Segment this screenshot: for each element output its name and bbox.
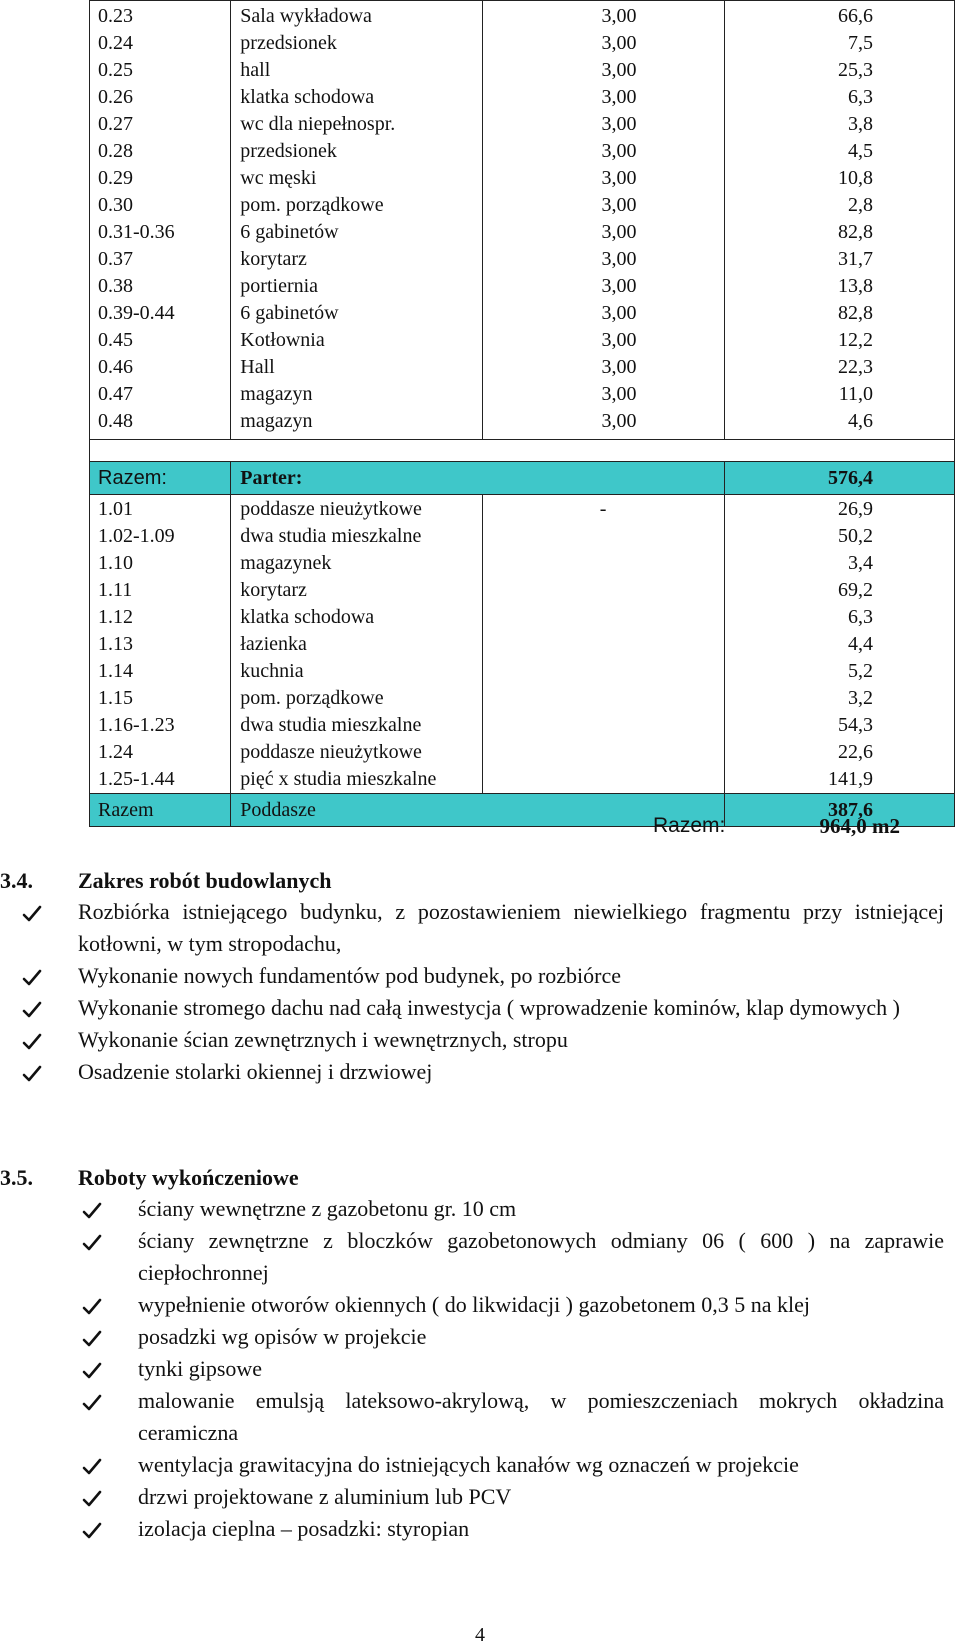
- room-id: 0.39-0.44: [98, 302, 175, 324]
- room-id: 0.25: [98, 59, 133, 81]
- room-id: 1.10: [98, 552, 133, 574]
- checkmark-icon: [22, 1029, 42, 1049]
- room-name: korytarz: [240, 579, 307, 601]
- list-item: [78, 896, 944, 960]
- room-area: 54,3: [838, 714, 873, 736]
- checkmark-icon: [82, 1518, 102, 1538]
- room-area: 82,8: [838, 221, 873, 243]
- room-id-column: [90, 495, 231, 794]
- list-item-text: posadzki wg opisów w projekcie: [138, 1324, 427, 1349]
- room-height: [483, 712, 724, 739]
- room-id: 0.37: [98, 248, 133, 270]
- section-title: Roboty wykończeniowe: [78, 1165, 299, 1190]
- room-name: pięć x studia mieszkalne: [240, 768, 437, 790]
- room-area-column: [724, 1, 954, 440]
- room-height: 3,00: [601, 32, 637, 54]
- list-item-text: drzwi projektowane z aluminium lub PCV: [138, 1484, 512, 1509]
- room-height: [483, 577, 724, 604]
- room-area-column: [724, 495, 954, 794]
- checkmark-icon: [22, 997, 42, 1017]
- list-item: [138, 1449, 944, 1481]
- room-area: 25,3: [838, 59, 873, 81]
- room-area: 26,9: [838, 498, 873, 520]
- room-height: 3,00: [601, 5, 637, 27]
- room-name: łazienka: [240, 633, 307, 655]
- summary-value: 576,4: [724, 462, 954, 495]
- room-height: [483, 604, 724, 631]
- room-id: 1.11: [98, 579, 133, 601]
- room-id: 0.24: [98, 32, 133, 54]
- room-height: [483, 523, 724, 550]
- checkmark-icon: [82, 1358, 102, 1378]
- room-area: 5,2: [848, 660, 873, 682]
- room-height: 3,00: [601, 410, 637, 432]
- room-name-column: [231, 1, 482, 440]
- room-id: 0.45: [98, 329, 133, 351]
- room-area: 4,6: [848, 410, 873, 432]
- room-name: dwa studia mieszkalne: [240, 525, 422, 547]
- room-height: [483, 631, 724, 658]
- room-name: magazyn: [240, 383, 313, 405]
- room-height: 3,00: [601, 302, 637, 324]
- room-id: 0.30: [98, 194, 133, 216]
- parter-summary-row: [90, 462, 955, 495]
- room-height-column: [482, 495, 724, 794]
- list-item: [78, 992, 944, 1024]
- room-height: 3,00: [601, 140, 637, 162]
- room-height: 3,00: [601, 356, 637, 378]
- checkmark-icon: [82, 1198, 102, 1218]
- room-name: klatka schodowa: [240, 86, 375, 108]
- room-name: wc dla niepełnospr.: [240, 113, 396, 135]
- room-height: 3,00: [601, 113, 637, 135]
- room-id: 0.47: [98, 383, 133, 405]
- scope-list: [78, 896, 944, 1088]
- room-name: przedsionek: [240, 32, 337, 54]
- room-area: 31,7: [838, 248, 873, 270]
- room-name-column: [231, 495, 482, 794]
- room-name: wc męski: [240, 167, 317, 189]
- list-item-text: Osadzenie stolarki okiennej i drzwiowej: [78, 1059, 433, 1084]
- checkmark-icon: [82, 1454, 102, 1474]
- room-name: klatka schodowa: [240, 606, 375, 628]
- room-area: 3,2: [848, 687, 873, 709]
- checkmark-icon: [22, 1061, 42, 1081]
- page-number: 4: [475, 1624, 485, 1646]
- room-area: 82,8: [838, 302, 873, 324]
- room-height-column: [482, 1, 724, 440]
- list-item: [138, 1481, 944, 1513]
- room-height: 3,00: [601, 275, 637, 297]
- room-name: 6 gabinetów: [240, 221, 339, 243]
- room-id: 0.46: [98, 356, 133, 378]
- room-id: 0.31-0.36: [98, 221, 175, 243]
- room-id: 1.24: [98, 741, 133, 763]
- summary-title: Parter:: [231, 462, 724, 495]
- list-item-text: Rozbiórka istniejącego budynku, z pozostawieniem niewielkiego fragmentu przy istniejącej kotłowni, w tym stropodachu,: [78, 899, 944, 956]
- list-item-text: wypełnienie otworów okiennych ( do likwidacji ) gazobetonem 0,3 5 na klej: [138, 1292, 811, 1317]
- room-id: 0.23: [98, 5, 133, 27]
- parter-rows: [90, 1, 955, 440]
- room-id: 0.27: [98, 113, 133, 135]
- list-item: [138, 1513, 944, 1545]
- room-id: 0.29: [98, 167, 133, 189]
- checkmark-icon: [82, 1326, 102, 1346]
- grand-total-label: Razem:: [653, 814, 726, 837]
- room-id: 1.25-1.44: [98, 768, 175, 790]
- room-name: Kotłownia: [240, 329, 325, 351]
- room-height: [483, 766, 724, 793]
- room-height: 3,00: [601, 194, 637, 216]
- room-id: 1.15: [98, 687, 133, 709]
- spacer-row: [90, 440, 955, 462]
- section-title: Zakres robót budowlanych: [78, 868, 332, 893]
- summary-label: Razem: [90, 794, 231, 827]
- room-area: 6,3: [848, 606, 873, 628]
- room-area: 22,6: [838, 741, 873, 763]
- room-id: 1.12: [98, 606, 133, 628]
- room-height: [483, 658, 724, 685]
- checkmark-icon: [82, 1230, 102, 1250]
- room-id: 0.28: [98, 140, 133, 162]
- room-area: 4,5: [848, 140, 873, 162]
- room-id: 1.01: [98, 498, 133, 520]
- room-height: 3,00: [601, 59, 637, 81]
- section-number: 3.5.: [0, 1165, 33, 1190]
- list-item-text: Wykonanie nowych fundamentów pod budynek, po rozbiórce: [78, 963, 622, 988]
- room-name: kuchnia: [240, 660, 304, 682]
- list-item-text: ściany zewnętrzne z bloczków gazobetonowych odmiany 06 ( 600 ) na zaprawie ciepłochronnej: [138, 1228, 944, 1285]
- room-area: 12,2: [838, 329, 873, 351]
- summary-title: Poddasze: [231, 794, 724, 827]
- room-height: 3,00: [601, 221, 637, 243]
- room-name: portiernia: [240, 275, 319, 297]
- summary-value: 387,6: [724, 794, 954, 827]
- list-item: [138, 1321, 944, 1353]
- list-item: [138, 1385, 944, 1449]
- list-item-text: izolacja cieplna – posadzki: styropian: [138, 1516, 470, 1541]
- room-id: 0.38: [98, 275, 133, 297]
- summary-label: Razem:: [90, 462, 231, 495]
- room-area: 7,5: [848, 32, 873, 54]
- room-name: Sala wykładowa: [240, 5, 372, 27]
- room-height: [483, 739, 724, 766]
- room-name: dwa studia mieszkalne: [240, 714, 422, 736]
- list-item: [138, 1193, 944, 1225]
- list-item-text: ściany wewnętrzne z gazobetonu gr. 10 cm: [138, 1196, 517, 1221]
- room-id: 1.14: [98, 660, 133, 682]
- room-area-table: [89, 0, 955, 827]
- room-area: 69,2: [838, 579, 873, 601]
- room-name: Hall: [240, 356, 275, 378]
- list-item-text: Wykonanie ścian zewnętrznych i wewnętrznych, stropu: [78, 1027, 568, 1052]
- finishing-list: [138, 1193, 944, 1545]
- room-height: 3,00: [601, 86, 637, 108]
- room-height: [483, 685, 724, 712]
- list-item: [138, 1225, 944, 1289]
- room-name: pom. porządkowe: [240, 194, 384, 216]
- room-height: 3,00: [601, 383, 637, 405]
- room-area: 22,3: [838, 356, 873, 378]
- checkmark-icon: [82, 1486, 102, 1506]
- list-item-text: wentylacja grawitacyjna do istniejących kanałów wg oznaczeń w projekcie: [138, 1452, 799, 1477]
- list-item-text: tynki gipsowe: [138, 1356, 263, 1381]
- list-item-text: malowanie emulsją lateksowo-akrylową, w pomieszczeniach mokrych okładzina ceramiczna: [138, 1388, 944, 1445]
- room-height: -: [599, 498, 607, 520]
- room-id: 0.48: [98, 410, 133, 432]
- room-area: 141,9: [828, 768, 873, 790]
- room-id: 1.13: [98, 633, 133, 655]
- room-id: 1.02-1.09: [98, 525, 175, 547]
- room-area: 13,8: [838, 275, 873, 297]
- room-area: 4,4: [848, 633, 873, 655]
- room-name: magazynek: [240, 552, 332, 574]
- room-area: 66,6: [838, 5, 873, 27]
- room-area: 6,3: [848, 86, 873, 108]
- checkmark-icon: [82, 1390, 102, 1410]
- list-item: [78, 960, 944, 992]
- room-id: 1.16-1.23: [98, 714, 175, 736]
- checkmark-icon: [22, 965, 42, 985]
- room-area: 50,2: [838, 525, 873, 547]
- room-name: korytarz: [240, 248, 307, 270]
- checkmark-icon: [82, 1294, 102, 1314]
- list-item: [138, 1353, 944, 1385]
- list-item: [138, 1289, 944, 1321]
- room-area: 10,8: [838, 167, 873, 189]
- room-id-column: [90, 1, 231, 440]
- room-area: 2,8: [848, 194, 873, 216]
- room-height: 3,00: [601, 167, 637, 189]
- room-name: 6 gabinetów: [240, 302, 339, 324]
- room-name: hall: [240, 59, 271, 81]
- room-area: 11,0: [838, 383, 873, 405]
- room-area: 3,8: [848, 113, 873, 135]
- room-area: 3,4: [848, 552, 873, 574]
- room-height: 3,00: [601, 248, 637, 270]
- room-name: pom. porządkowe: [240, 687, 384, 709]
- list-item-text: Wykonanie stromego dachu nad całą inwestycja ( wprowadzenie kominów, klap dymowych ): [78, 995, 900, 1020]
- room-height: [483, 550, 724, 577]
- section-number: 3.4.: [0, 868, 33, 893]
- room-name: magazyn: [240, 410, 313, 432]
- room-id: 0.26: [98, 86, 133, 108]
- room-name: poddasze nieużytkowe: [240, 741, 422, 763]
- grand-total-value: 964,0 m2: [819, 814, 900, 838]
- room-name: przedsionek: [240, 140, 337, 162]
- checkmark-icon: [22, 901, 42, 921]
- list-item: [78, 1024, 944, 1056]
- room-name: poddasze nieużytkowe: [240, 498, 422, 520]
- poddasze-rows: [90, 495, 955, 794]
- list-item: [78, 1056, 944, 1088]
- room-height: 3,00: [601, 329, 637, 351]
